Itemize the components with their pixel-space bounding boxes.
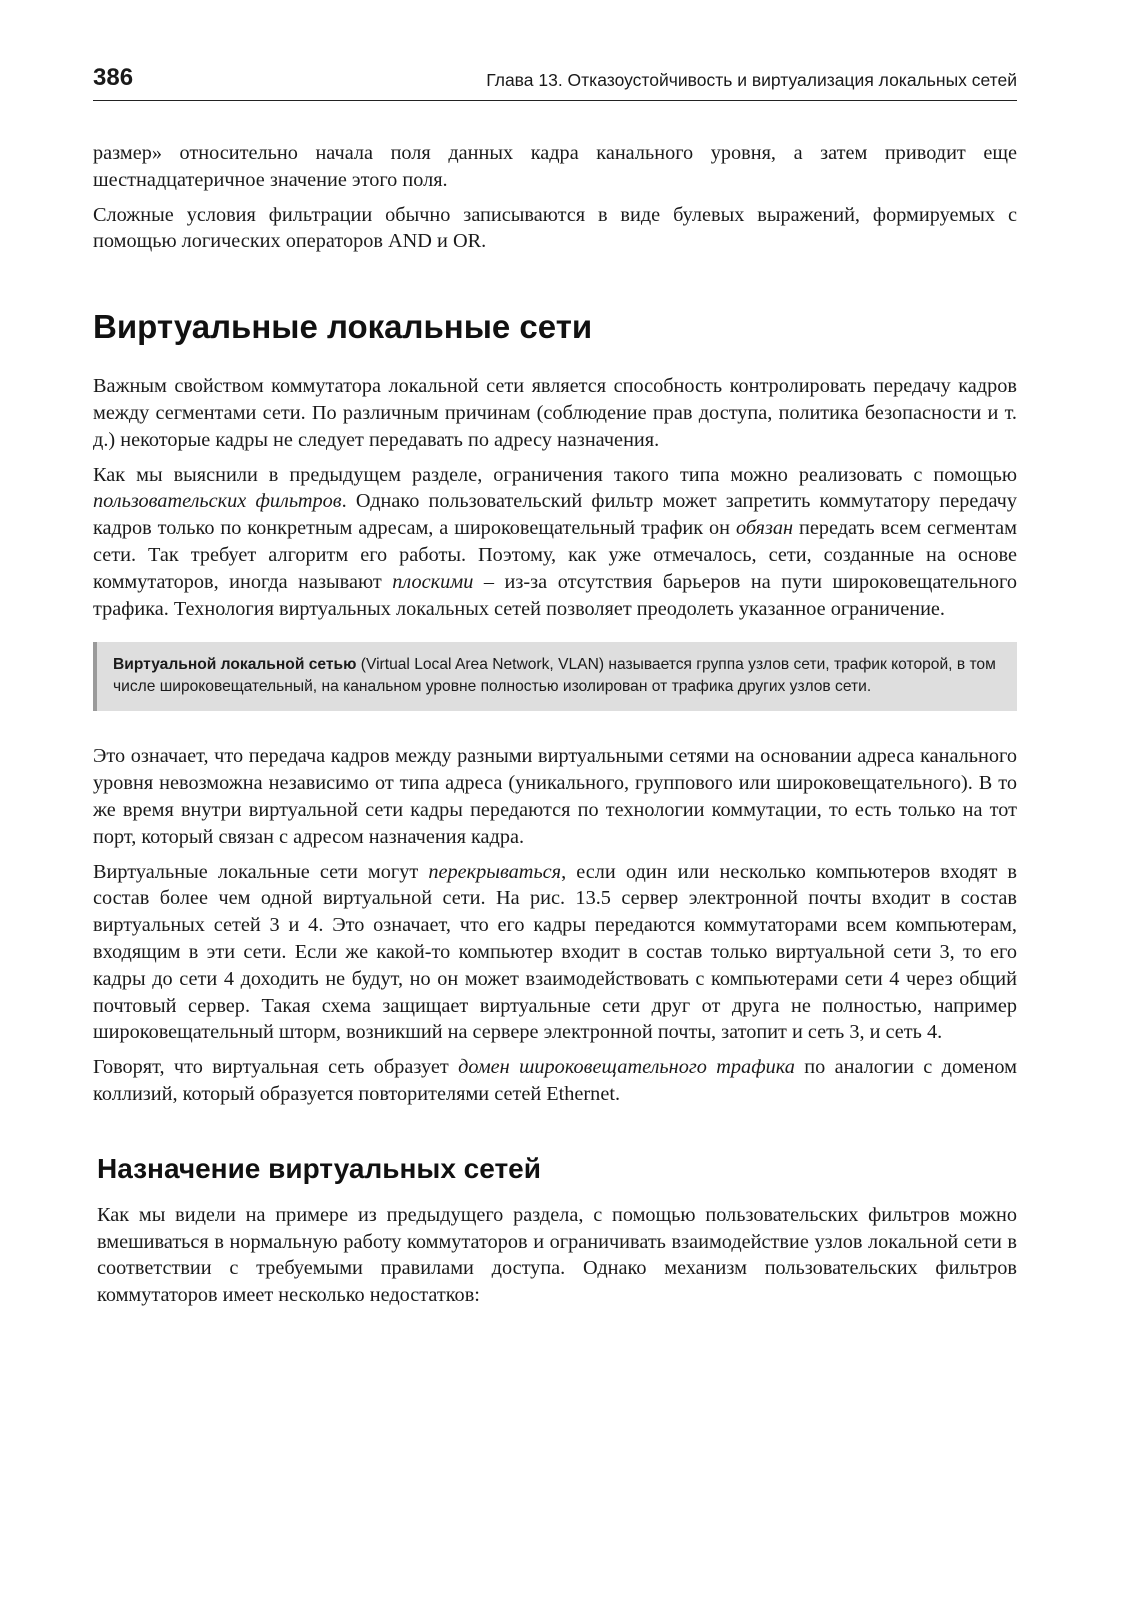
paragraph-3: Важным свойством коммутатора локальной сети является способность контролировать передачу кадров между сегментами сети. По различным причинам (соблюдение прав доступа, политика безопасности и т. д.) некоторые кадры не следует передавать по адресу назначения.: [93, 375, 1017, 451]
text-run: передать всем сегментам сети. Так требует алгоритм его работы. Поэтому, как уже отмечалось, сети, созданные на основе коммутаторов, иногда называют: [93, 517, 1017, 593]
emphasis-obliged: обязан: [735, 517, 794, 540]
definition-box: [93, 642, 1017, 711]
emphasis-user-filters: пользовательских фильтров: [93, 490, 342, 513]
page-content: [93, 140, 1017, 1317]
running-title: Глава 13. Отказоустойчивость и виртуализация локальных сетей: [486, 70, 1017, 90]
paragraph-5: Это означает, что передача кадров между разными виртуальными сетями на основании адреса канального уровня невозможна независимо от типа адреса (уникального, группового или широковещательного). В то же время внутри виртуальной сети кадры передаются по технологии коммутации, то есть только на тот порт, который связан с адресом назначения кадра.: [93, 745, 1017, 848]
subsection-heading-purpose: Назначение виртуальных сетей: [97, 1152, 541, 1184]
emphasis-flat: плоскими: [392, 570, 474, 593]
paragraph-6: [93, 859, 1017, 1047]
text-run: . Однако пользовательский фильтр может запретить коммутатору передачу кадров только по конкретным адресам, а широковещательный трафик он: [93, 490, 1018, 540]
text-run: Как мы выяснили в предыдущем разделе, ограничения такого типа можно реализовать с помощью: [93, 463, 1017, 486]
text-run: по аналогии с доменом коллизий, который образуется повторителями сетей Ethernet.: [93, 1056, 1018, 1105]
section-heading-vlan: Виртуальные локальные сети: [93, 308, 593, 346]
page-header: [93, 64, 1017, 101]
text-run: , если один или несколько компьютеров входят в состав более чем одной виртуальной сети. На рис. 13.5 сервер электронной почты входит в состав виртуальных сетей 3 и 4. Это означает, что его кадры передаются коммутаторами всем компьютерам, входящим в эти сети. Если же какой-то компьютер входит в состав только виртуальной сети 3, то его кадры до сети 4 доходить не будут, но он может взаимодействовать с компьютерами сети 4 через общий почтовый сервер. Такая схема защищает виртуальные сети друг от друга не полностью, например широковещательный шторм, возникший на сервере электронной почты, затопит и сеть 3, и сеть 4.: [93, 860, 1017, 1044]
definition-text: (Virtual Local Area Network, VLAN) называется группа узлов сети, трафик которой, в том числе широковещательный, на канальном уровне полностью изолирован от трафика других узлов сети.: [113, 656, 996, 695]
emphasis-broadcast-domain: домен широковещательного трафика: [458, 1056, 795, 1079]
text-run: – из-за отсутствия барьеров на пути широковещательного трафика. Технология виртуальных локальных сетей позволяет преодолеть указанное ограничение.: [93, 570, 1017, 620]
definition-term: Виртуальной локальной сетью: [113, 656, 357, 674]
paragraph-7: [93, 1054, 1017, 1108]
paragraph-2: Сложные условия фильтрации обычно записываются в виде булевых выражений, формируемых с помощью логических операторов AND и OR.: [93, 203, 1017, 253]
text-run: Виртуальные локальные сети могут: [93, 860, 429, 883]
paragraph-8: Как мы видели на примере из предыдущего раздела, с помощью пользовательских фильтров можно вмешиваться в нормальную работу коммутаторов и ограничивать взаимодействие узлов локальной сети в соответствии с требуемыми правилами доступа. Однако механизм пользовательских фильтров коммутаторов имеет несколько недостатков:: [97, 1203, 1017, 1307]
text-run: Говорят, что виртуальная сеть образует: [93, 1056, 459, 1079]
paragraph-1: размер» относительно начала поля данных кадра канального уровня, а затем приводит еще шестнадцатеричное значение этого поля.: [93, 142, 1017, 191]
emphasis-overlap: перекрываться: [428, 860, 562, 883]
page-number: 386: [93, 64, 134, 91]
paragraph-4: [93, 462, 1017, 623]
